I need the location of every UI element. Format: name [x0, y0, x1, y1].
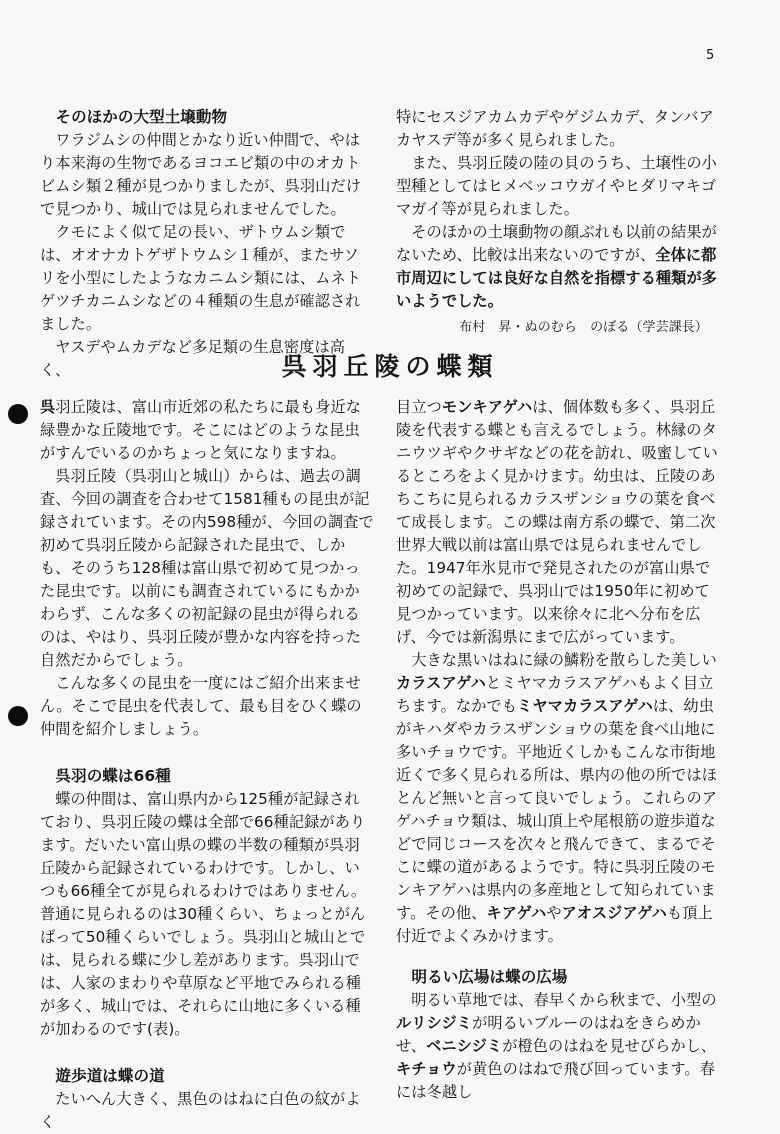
section-heading: 遊歩道は蝶の道 — [55, 1067, 165, 1085]
paragraph-text: も頂上付近でよくみかけます。 — [396, 904, 713, 945]
paragraph: たいへん大きく、黒色のはねに白色の紋がよく — [40, 1090, 361, 1131]
paragraph — [396, 989, 724, 1104]
paragraph: 呉羽丘陵（呉羽山と城山）からは、過去の調査、今回の調査を合わせて1581種もの昆虫が記録されています。その内598種が、今回の調査で初めて呉羽丘陵から記録された昆虫で、しかも、そのうち128種は富山県で初めて見つかった昆虫です。以前にも調査されているにもかかわらず、こんな多くの初記録の昆虫が得られるのは、やはり、呉羽丘陵が豊かな内容を持った自然だからでしょう。 — [40, 467, 374, 669]
emphasis-text: 全体に都市周辺にしては良好な自然を指標する種類が多いようでした。 — [396, 246, 718, 310]
paragraph: ヤスデやムカデなど多足類の生息密度は高く、 — [40, 338, 346, 379]
emphasis-text: キチョウ — [396, 1060, 457, 1078]
emphasis-text: ルリシジミ — [396, 1014, 473, 1032]
paragraph-text: 大きな黒いはねに緑の鱗粉を散らした美しい — [411, 651, 717, 669]
emphasis-text: カラスアゲハ — [396, 674, 486, 692]
paragraph — [40, 396, 374, 465]
paragraph-text: は、幼虫がキハダやカラスザンショウの葉を食べ山地に多いチョウです。平地近くしかもこんな市街地近くで多く見られる所は、県内の他の所ではほとんど無いと言って良いでしょう。これらのアゲハチョウ類は、城山頂上や尾根筋の遊歩道などで同じコースを次々と飛んできて、まるでそこに蝶の道があるようです。特に呉羽丘陵のモンキアゲハは県内の多産地として知られています。その他、 — [396, 697, 718, 922]
paragraph-text: とミヤマカラスアゲハもよく目立ちます。なかでも — [396, 674, 714, 715]
paragraph-text: 羽丘陵は、富山市近郊の私たちに最も身近な緑豊かな丘陵地です。そこにはどのような昆虫がすんでいるのかちょっと気になりますね。 — [40, 398, 362, 462]
paragraph-text: は、個体数も多く、呉羽丘陵を代表する蝶とも言えるでしょう。林縁のタニウツギやクサギなどの花を訪れ、吸蜜しているところをよく見かけます。幼虫は、丘陵のあちこちに見られるカラスザンショウの葉を食べて成長します。この蝶は南方系の蝶で、第二次世界大戦以前は富山県では見られませんでした。1947年氷見市で発見されたのが富山県で初めての記録で、呉羽山では1950年に初めて見つかっています。以来徐々に北へ分布を広げ、今では新潟県にまで広がっています。 — [396, 398, 718, 646]
emphasis-text: キアゲハ — [486, 904, 547, 922]
paragraph-text: 目立つ — [396, 398, 442, 416]
paragraph: 蝶の仲間は、富山県内から125種が記録されており、呉羽丘陵の蝶は全部で66種記録があります。だいたい富山県の蝶の半数の種類が呉羽丘陵から記録されているわけです。しかし、いつも66種全てが見られるわけではありません。普通に見られるのは30種くらい、ちょっとがんばって50種くらいでしょう。呉羽山と城山とでは、見られる蝶に少し差があります。呉羽山では、人家のまわりや草原など平地でみられる種が多く、城山では、それらに山地に多くいる種が加わるのです(表)。 — [40, 790, 367, 1038]
emphasis-text: アオスジアゲハ — [561, 904, 667, 922]
paragraph-text: 明るい草地では、春早くから秋まで、小型の — [411, 991, 717, 1009]
paragraph: クモによく似て足の長い、ザトウムシ類では、オオナカトゲザトウムシ１種が、またサソリを小型にしたようなカニムシ類には、ムネトゲツチカニムシなどの４種類の生息が確認されました。 — [40, 223, 362, 333]
left-column — [40, 396, 374, 1134]
page-number: 5 — [706, 48, 715, 63]
author-credit: 布村 昇・ぬのむら のぼる（学芸課長） — [459, 320, 708, 335]
emphasis-text: モンキアゲハ — [441, 398, 533, 416]
paragraph-text: そのほかの土壌動物の顔ぶれも以前の結果がないため、比較は出来ないのですが、 — [396, 223, 717, 264]
section-heading: 呉羽の蝶は66種 — [55, 767, 171, 785]
binder-hole — [8, 706, 28, 726]
paragraph: こんな多くの昆虫を一度にはご紹介出来ません。そこで昆虫を代表して、最も目をひく蝶の仲間を紹介しましょう。 — [40, 674, 362, 738]
paragraph-text: が橙色のはねを見せびらかし、 — [502, 1037, 717, 1055]
right-column — [396, 396, 724, 1104]
top-left-column — [40, 106, 372, 382]
drop-character: 呉 — [40, 398, 56, 416]
paragraph-text: が黄色のはねで飛び回っています。春には冬越し — [396, 1060, 715, 1101]
paragraph — [396, 649, 724, 948]
paragraph — [396, 396, 724, 649]
article-title: 呉羽丘陵の蝶類 — [281, 352, 499, 381]
section-heading: 明るい広場は蝶の広場 — [411, 968, 568, 986]
section-heading: そのほかの大型土壌動物 — [55, 108, 228, 126]
paragraph — [396, 221, 718, 313]
paragraph: 特にセスジアカムカデやゲジムカデ、タンバアカヤスデ等が多く見られました。 — [396, 108, 714, 149]
binder-hole — [8, 404, 28, 424]
paragraph-text: が明るいブルーのはねをきらめかせ、 — [396, 1014, 701, 1055]
emphasis-text: ミヤマカラスアゲハ — [517, 697, 653, 715]
paragraph-text: や — [546, 904, 562, 922]
top-right-column — [396, 106, 718, 339]
paragraph: また、呉羽丘陵の陸の貝のうち、土壌性の小型種としてはヒメベッコウガイやヒダリマキゴマガイ等が見られました。 — [396, 154, 717, 218]
paragraph: ワラジムシの仲間とかなり近い仲間で、やはり本来海の生物であるヨコエビ類の中のオカトビムシ類２種が見つかりましたが、呉羽山だけで見つかり、城山では見られませんでした。 — [40, 131, 362, 218]
emphasis-text: ベニシジミ — [426, 1037, 503, 1055]
